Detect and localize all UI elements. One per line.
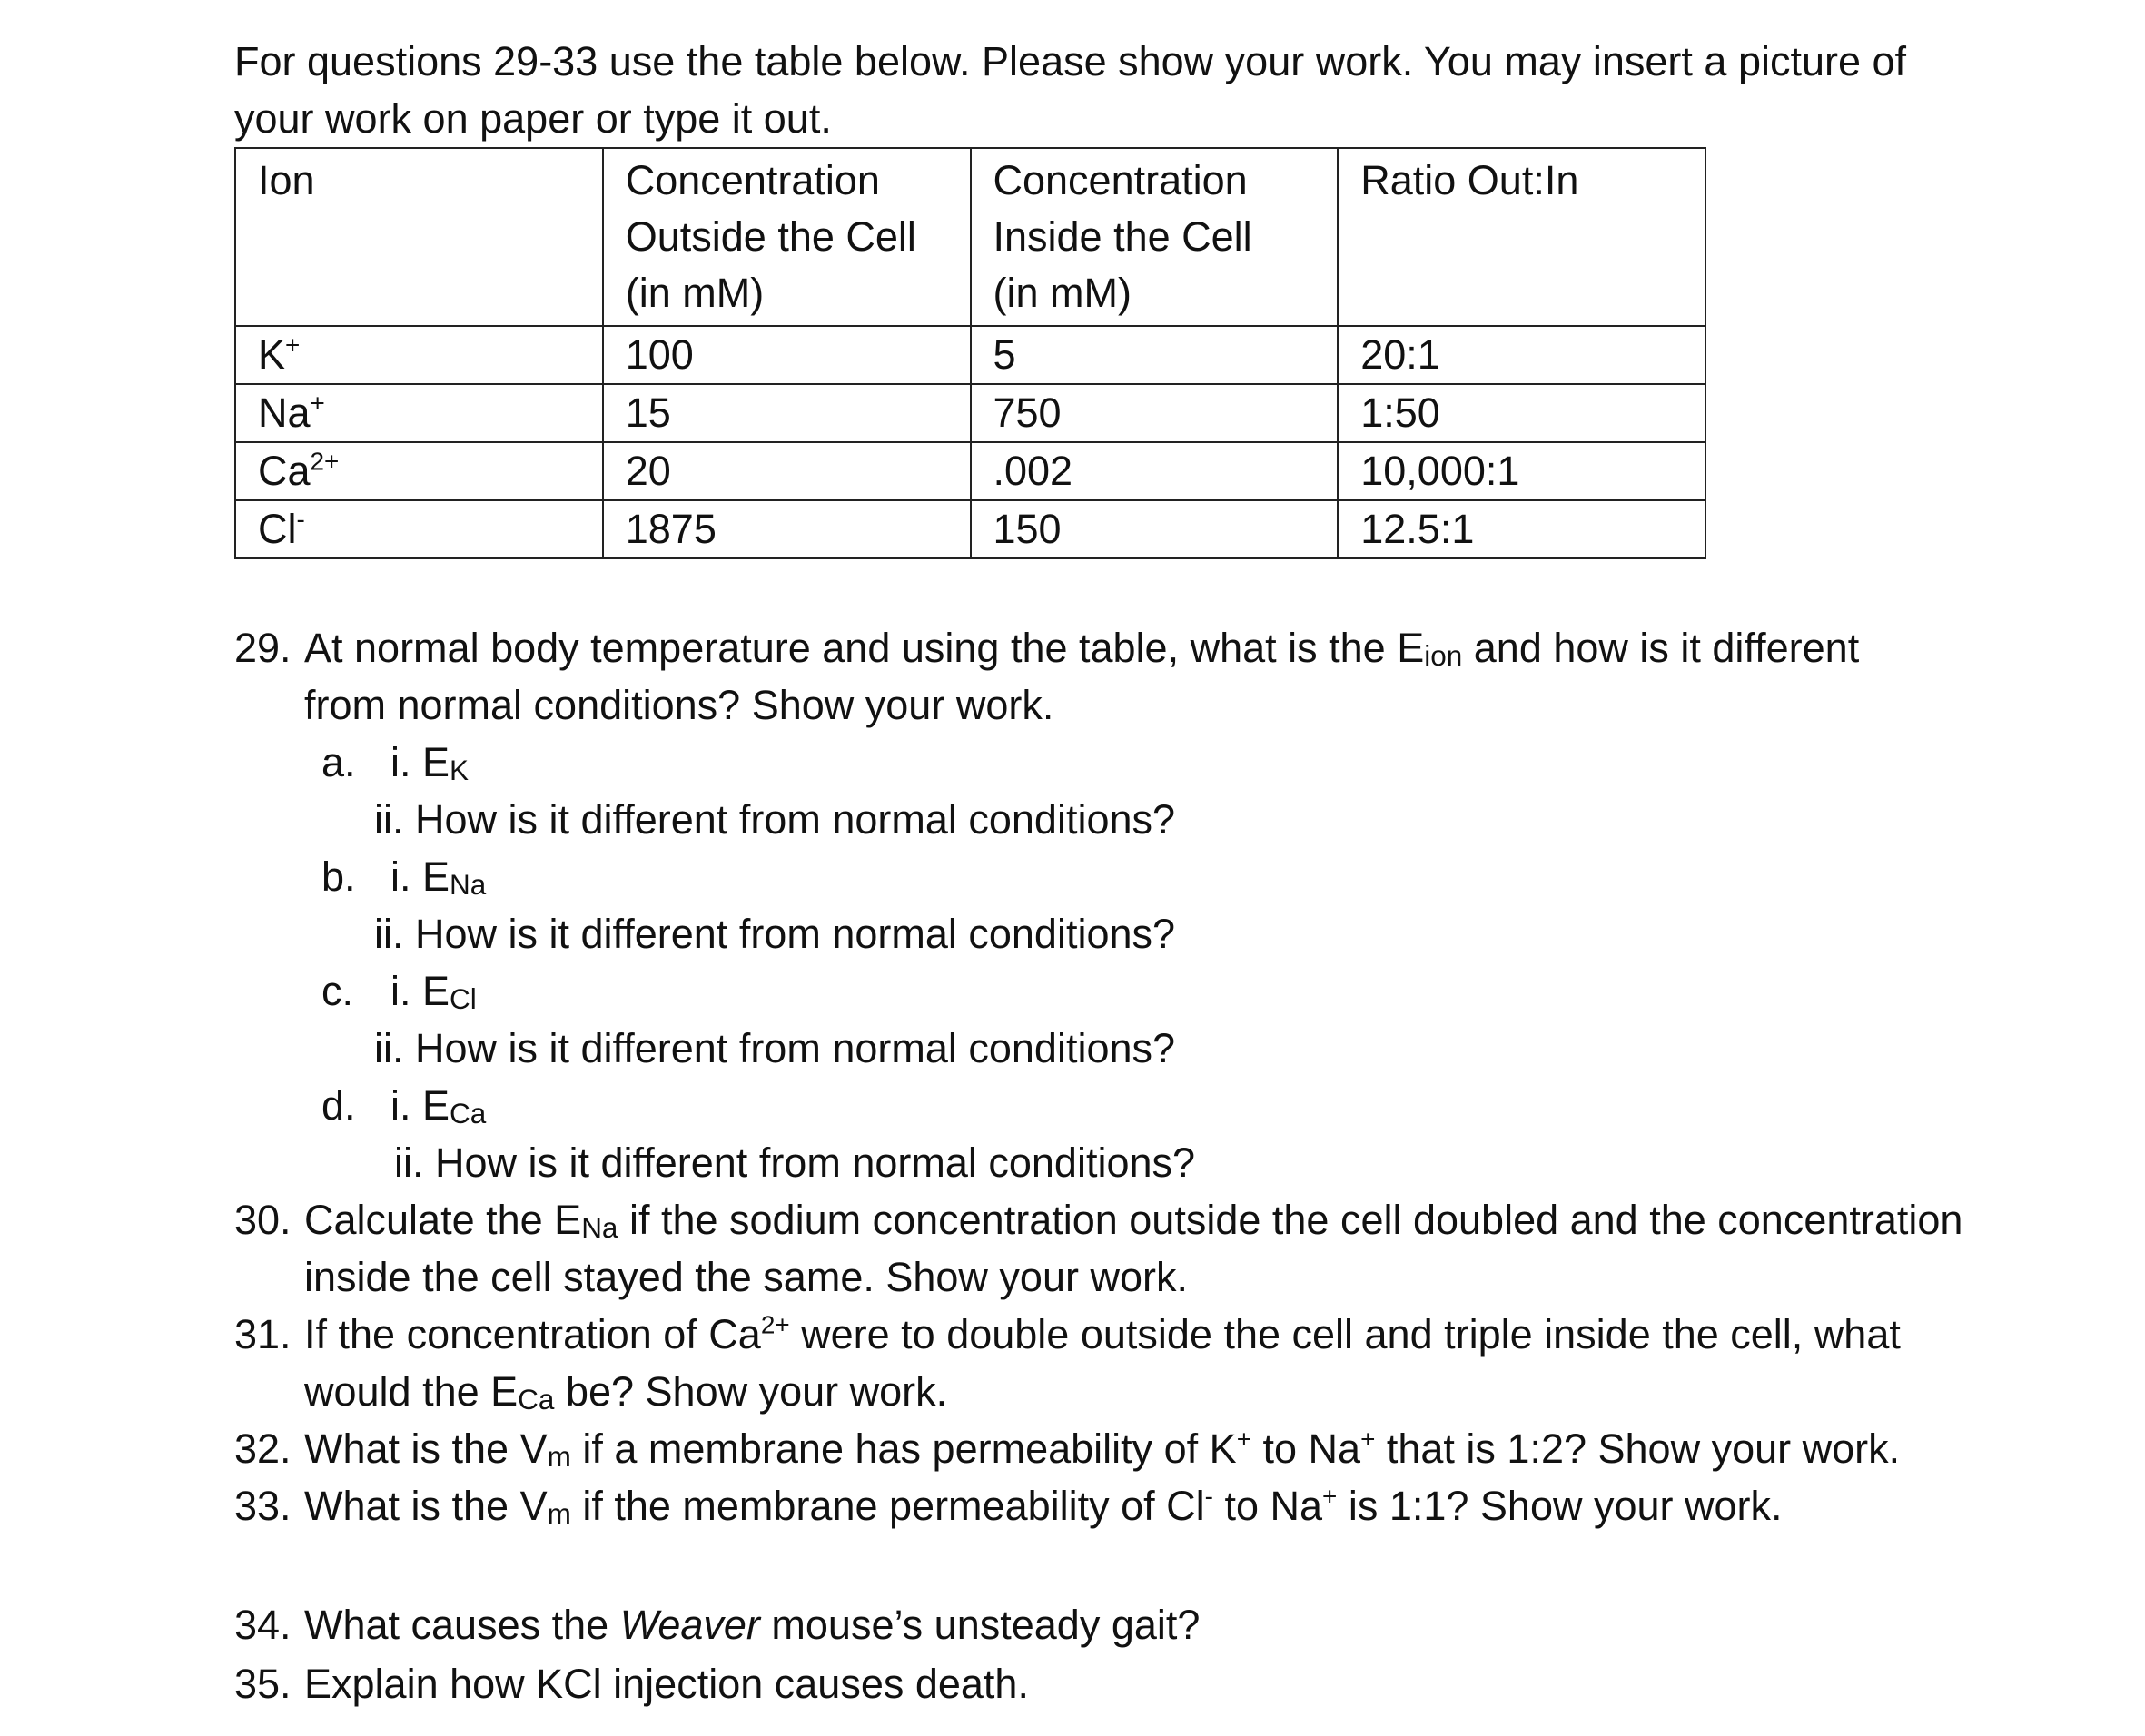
intro-instructions (234, 33, 2051, 147)
part-letter: d. (321, 1082, 356, 1129)
table-row (235, 500, 1705, 558)
cell-outside: 20 (603, 442, 971, 500)
cell-ratio: 10,000:1 (1338, 442, 1705, 500)
part-letter: a. (321, 739, 356, 785)
cell-ion: Cl- (235, 500, 603, 558)
cell-outside: 100 (603, 326, 971, 384)
cell-outside: 15 (603, 384, 971, 442)
table-row (235, 384, 1705, 442)
question-number: 35. (234, 1661, 292, 1707)
header-ratio: Ratio Out:In (1338, 148, 1705, 326)
question-text: Explain how KCl injection causes death. (304, 1661, 1029, 1707)
cell-ratio: 1:50 (1338, 384, 1705, 442)
cell-inside: 750 (971, 384, 1339, 442)
question-number: 34. (234, 1602, 292, 1648)
cell-ion: K+ (235, 326, 603, 384)
question-text: What is the Vm if a membrane has permeability of K+ to Na+ that is 1:2? Show your work. (304, 1425, 1901, 1473)
table-header-row (235, 148, 1705, 326)
part-letter: c. (321, 968, 354, 1014)
part-item-ii: ii. How is it different from normal conditions? (374, 796, 1176, 843)
table-row (235, 442, 1705, 500)
part-item-ii: ii. How is it different from normal conditions? (374, 1025, 1176, 1071)
part-item-ii: ii. How is it different from normal conditions? (394, 1139, 1196, 1186)
part-item-i: i. ECl (390, 968, 477, 1015)
header-outside: Concentration Outside the Cell (in mM) (603, 148, 971, 326)
cell-inside: .002 (971, 442, 1339, 500)
cell-inside: 150 (971, 500, 1339, 558)
cell-outside: 1875 (603, 500, 971, 558)
question-number: 29. (234, 625, 292, 671)
part-item-i: i. ECa (390, 1082, 487, 1129)
question-number: 30. (234, 1197, 292, 1243)
part-letter: b. (321, 853, 356, 900)
table-row (235, 326, 1705, 384)
intro-line-2: your work on paper or type it out. (234, 95, 832, 142)
question-text: inside the cell stayed the same. Show your work. (304, 1254, 1188, 1300)
cell-ratio: 20:1 (1338, 326, 1705, 384)
cell-ion: Na+ (235, 384, 603, 442)
cell-inside: 5 (971, 326, 1339, 384)
question-text: What causes the Weaver mouse’s unsteady gait? (304, 1602, 1201, 1648)
header-ion: Ion (235, 148, 603, 326)
part-item-i: i. ENa (390, 853, 487, 901)
question-text: What is the Vm if the membrane permeability of Cl- to Na+ is 1:1? Show your work. (304, 1482, 1783, 1530)
question-number: 31. (234, 1311, 292, 1357)
ion-concentration-table (234, 147, 1706, 559)
part-item-ii: ii. How is it different from normal conditions? (374, 911, 1176, 957)
question-text: would the ECa be? Show your work. (304, 1368, 948, 1415)
cell-ratio: 12.5:1 (1338, 500, 1705, 558)
question-number: 32. (234, 1425, 292, 1472)
header-inside: Concentration Inside the Cell (in mM) (971, 148, 1339, 326)
question-text: from normal conditions? Show your work. (304, 682, 1054, 728)
intro-line-1: For questions 29-33 use the table below. Please show your work. You may insert a picture of (234, 38, 1907, 84)
part-item-i: i. EK (390, 739, 470, 786)
question-number: 33. (234, 1483, 292, 1529)
question-text: If the concentration of $Ca^{2+}$ were to double outside the cell and triple inside the cell, what (304, 1310, 1901, 1357)
question-text: At normal body temperature and using the table, what is the Eion and how is it different (304, 625, 1860, 672)
question-text: Calculate the ENa if the sodium concentration outside the cell doubled and the concentration (304, 1197, 1963, 1244)
cell-ion: $Ca^{2+}$ (235, 442, 603, 500)
